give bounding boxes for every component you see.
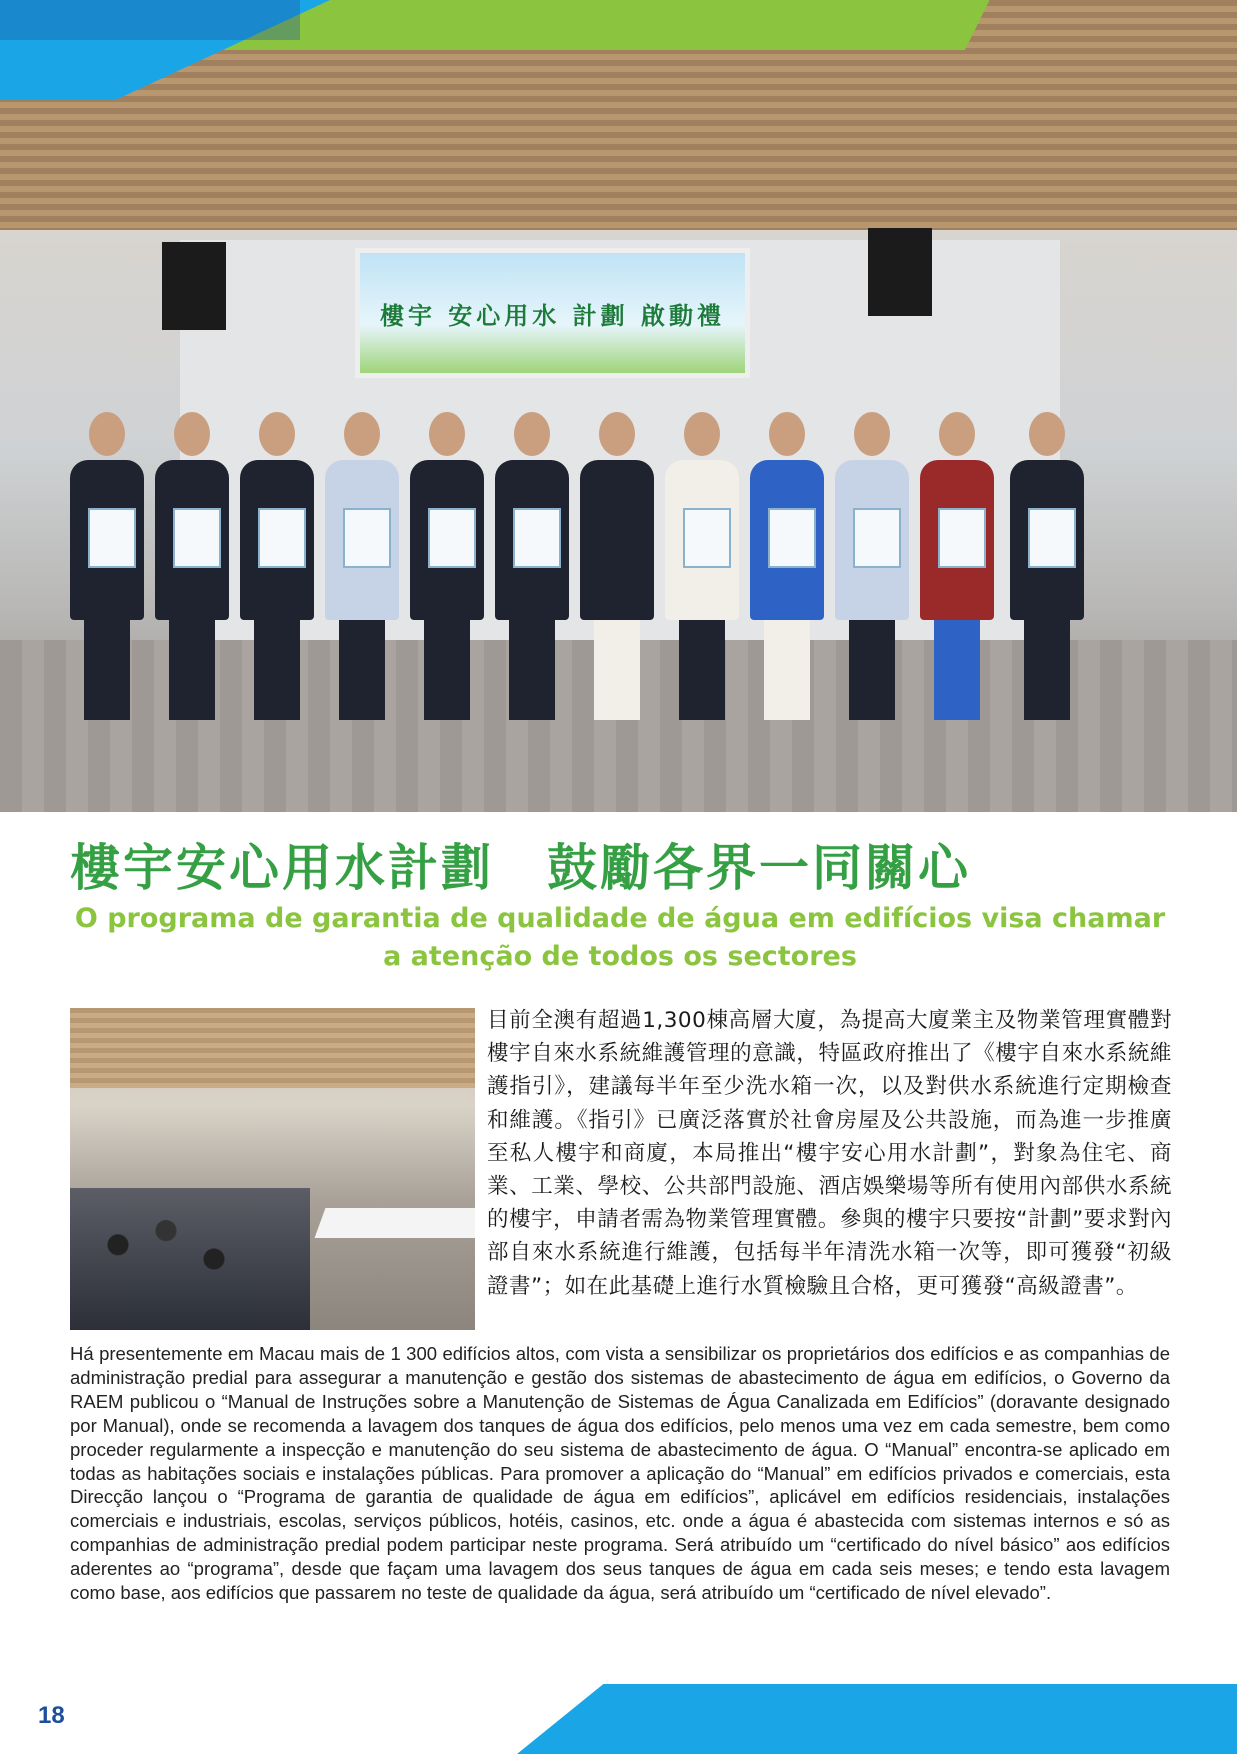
projection-screen — [355, 248, 750, 378]
speaker-left — [162, 242, 226, 330]
meeting-photo — [70, 1008, 475, 1330]
person — [495, 412, 569, 720]
screen-text: 樓宇 安心用水 計劃 啟動禮 — [379, 301, 726, 330]
person — [750, 412, 824, 720]
person — [920, 412, 994, 720]
headline-chinese: 樓宇安心用水計劃 鼓勵各界一同關心 — [70, 839, 971, 897]
meeting-ceiling — [70, 1008, 475, 1088]
body-text-chinese: 目前全澳有超過1,300棟高層大廈，為提高大廈業主及物業管理實體對樓宇自來水系統維護管理的意識，特區政府推出了《樓宇自來水系統維護指引》，建議每半年至少洗水箱一次，以及對供水系統進行定期檢查和維護。《指引》已廣泛落實於社會房屋及公共設施，而為進一步推廣至私人樓宇和商廈，本局推出“樓宇安心用水計劃”，對象為住宅、商業、工業、學校、公共部門設施、酒店娛樂場等所有使用內部供水系統的樓宇，申請者需為物業管理實體。參與的樓宇只要按“計劃”要求對內部自來水系統進行維護，包括每半年清洗水箱一次等，即可獲發“初級證書”；如在此基礎上進行水質檢驗且合格，更可獲發“高級證書”。 — [487, 1008, 1172, 1299]
corner-decoration-dark — [0, 0, 300, 40]
headline-portuguese: O programa de garantia de qualidade de água em edifícios visa chamar a atenção de todos os sectores — [74, 903, 1166, 972]
person — [70, 412, 144, 720]
speaker-right — [868, 228, 932, 316]
page-number: 18 — [38, 1702, 65, 1729]
person — [240, 412, 314, 720]
person — [580, 412, 654, 720]
person — [665, 412, 739, 720]
group-of-people — [60, 380, 1170, 720]
person — [325, 412, 399, 720]
person — [1010, 412, 1084, 720]
person — [410, 412, 484, 720]
hero-photo — [0, 0, 1237, 812]
seated-audience — [70, 1188, 310, 1330]
presenter-table — [315, 1208, 475, 1238]
corner-decoration-bottom — [517, 1684, 1237, 1754]
body-text-portuguese: Há presentemente em Macau mais de 1 300 edifícios altos, com vista a sensibilizar os proprietários dos edifícios e as companhias de administração predial para assegurar a manutenção e gestão dos sistemas de abastecimento de água em edifícios, o Governo da RAEM publicou o “Manual de Instruções sobre a Manutenção de Sistemas de Água Canalizada em Edifícios” (doravante designado por Manual), onde se recomenda a lavagem dos tanques de água dos edifícios, pelo menos uma vez em cada semestre, bem como proceder regularmente a inspecção e manutenção do seu sistema de abastecimento de água. O “Manual” encontra-se aplicado em todas as habitações sociais e instalações públicas. Para promover a aplicação do “Manual” em edifícios privados e comerciais, esta Direcção lançou o “Programa de garantia de qualidade de água em edifícios”, aplicável em edifícios residenciais, instalações comerciais e industriais, escolas, serviços públicos, hotéis, casinos, etc. onde a água é abastecida com sistemas internos e só as companhias de administração predial podem participar neste programa. Será atribuído um “certificado do nível básico” aos edifícios aderentes ao “programa”, desde que façam uma lavagem dos seus tanques de água em cada seis meses; e tendo esta lavagem como base, aos edifícios que passarem no teste de qualidade da água, será atribuído um “certificado de nível elevado”. — [70, 1343, 1170, 1604]
person — [835, 412, 909, 720]
person — [155, 412, 229, 720]
